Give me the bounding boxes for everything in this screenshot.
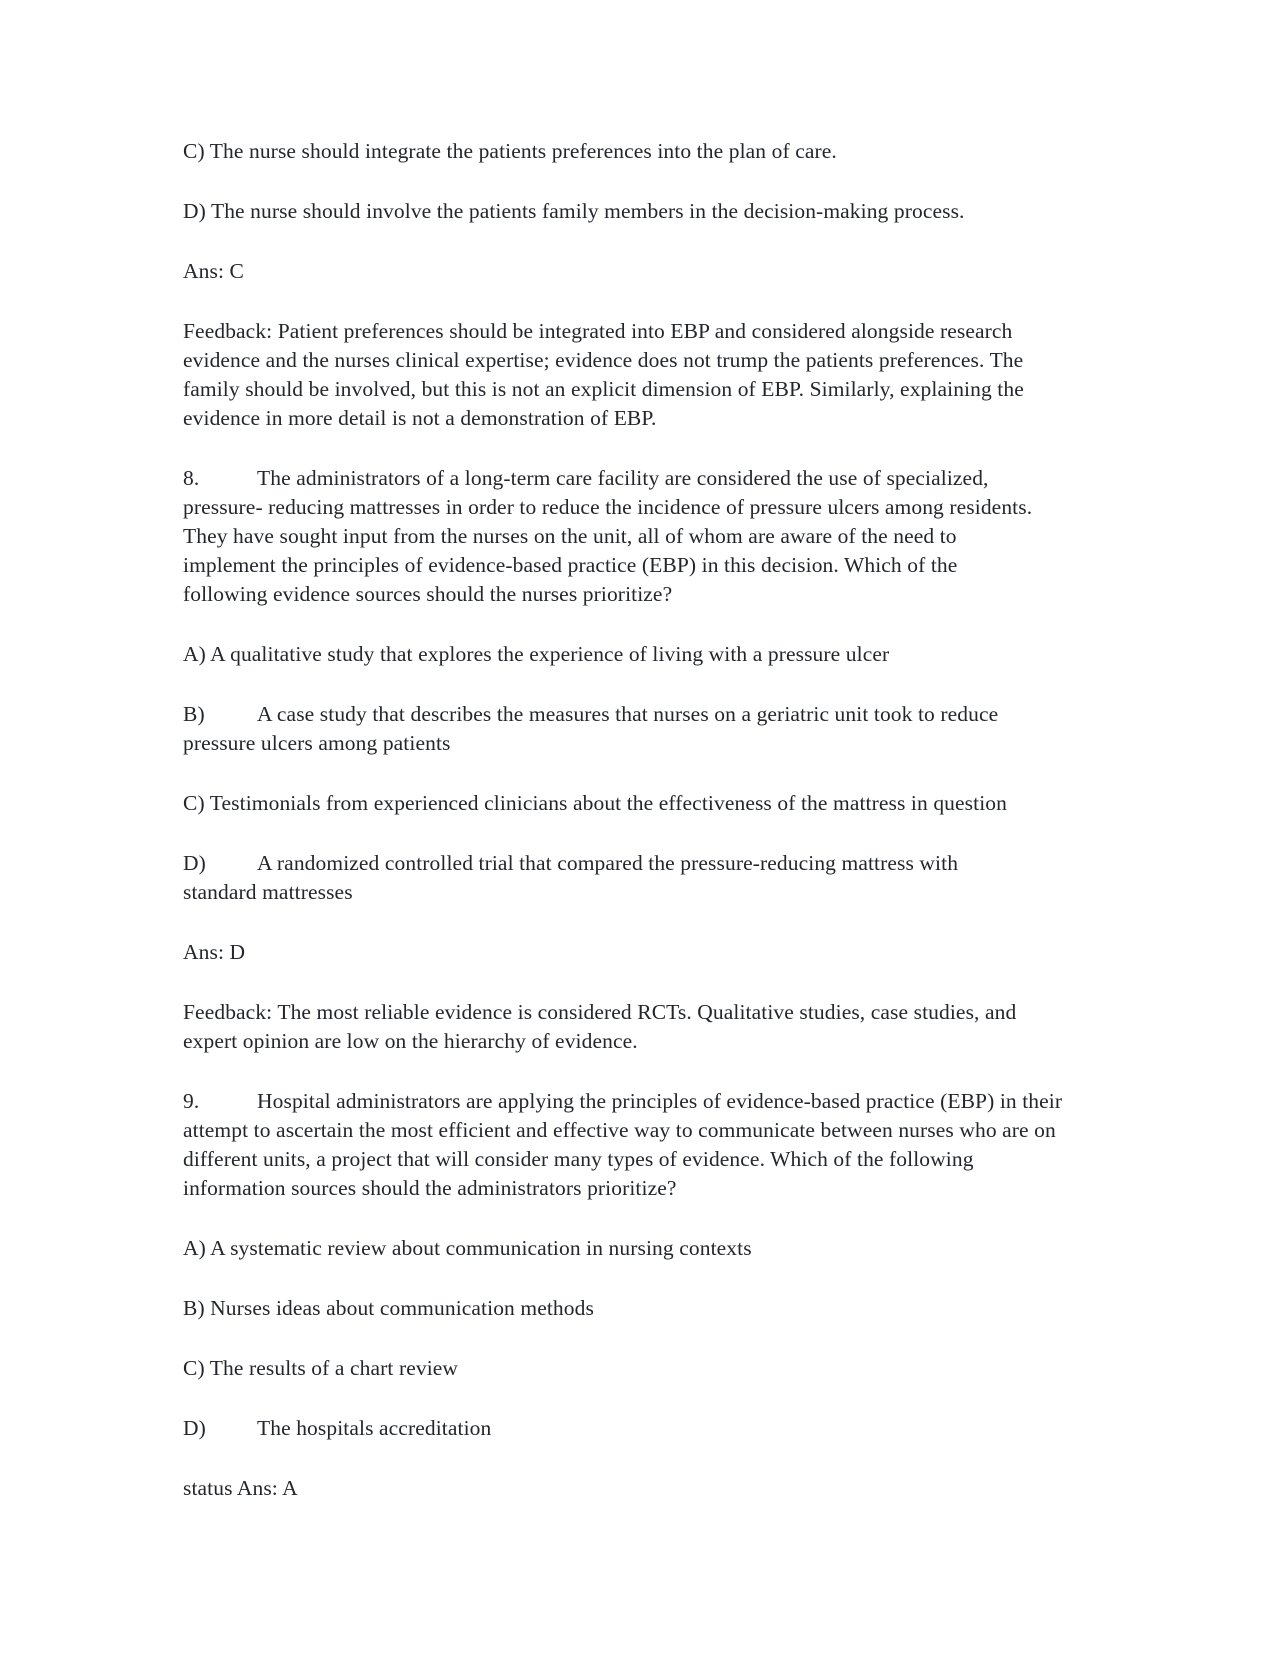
q7-option-d: D) The nurse should involve the patients family members in the decision-making process.	[183, 199, 965, 223]
q7-option-c: C) The nurse should integrate the patients preferences into the plan of care.	[183, 139, 837, 163]
q9-option-d: D) The hospitals accreditation	[183, 1414, 1187, 1443]
question-9: 9. Hospital administrators are applying the principles of evidence-based practice (EBP) in their attempt to ascertain the most efficient and effective way to communicate between nurses who are on different units, a project that will consider many types of evidence. Which of the following information sources should the administrators prioritize?	[183, 1089, 1063, 1200]
q8-option-a: A) A qualitative study that explores the experience of living with a pressure ulcer	[183, 642, 890, 666]
q9-option-a: A) A systematic review about communication in nursing contexts	[183, 1236, 752, 1260]
q9-status-answer: status Ans: A	[183, 1476, 298, 1500]
q9-option-c: C) The results of a chart review	[183, 1356, 459, 1380]
q7-answer: Ans: C	[183, 259, 244, 283]
document-text-body	[183, 137, 1187, 1503]
list-marker: D)	[183, 851, 206, 875]
q9-option-b: B) Nurses ideas about communication methods	[183, 1296, 594, 1320]
question-8: 8. The administrators of a long-term care facility are considered the use of specialized, pressure- reducing mattresses in order to reduce the incidence of pressure ulcers among residents. They have sought input from the nurses on the unit, all of whom are aware of the need to implement the principles of evidence-based practice (EBP) in this decision. Which of the following evidence sources should the nurses prioritize?	[183, 466, 1033, 606]
list-marker: B)	[183, 702, 205, 726]
list-marker: 8.	[183, 466, 200, 490]
q8-answer: Ans: D	[183, 940, 246, 964]
q7-feedback: Feedback: Patient preferences should be integrated into EBP and considered alongside research evidence and the nurses clinical expertise; evidence does not trump the patients preferences. The family should be involved, but this is not an explicit dimension of EBP. Similarly, explaining the evidence in more detail is not a demonstration of EBP.	[183, 319, 1024, 430]
list-marker: 9.	[183, 1089, 200, 1113]
q8-option-d: D) A randomized controlled trial that compared the pressure-reducing mattress with standard mattresses	[183, 851, 959, 904]
list-marker: D)	[183, 1416, 206, 1440]
q8-feedback: Feedback: The most reliable evidence is considered RCTs. Qualitative studies, case studies, and expert opinion are low on the hierarchy of evidence.	[183, 1000, 1017, 1053]
q8-option-c: C) Testimonials from experienced clinicians about the effectiveness of the mattress in question	[183, 791, 1007, 815]
q8-option-b: B) A case study that describes the measures that nurses on a geriatric unit took to reduce pressure ulcers among patients	[183, 702, 999, 755]
